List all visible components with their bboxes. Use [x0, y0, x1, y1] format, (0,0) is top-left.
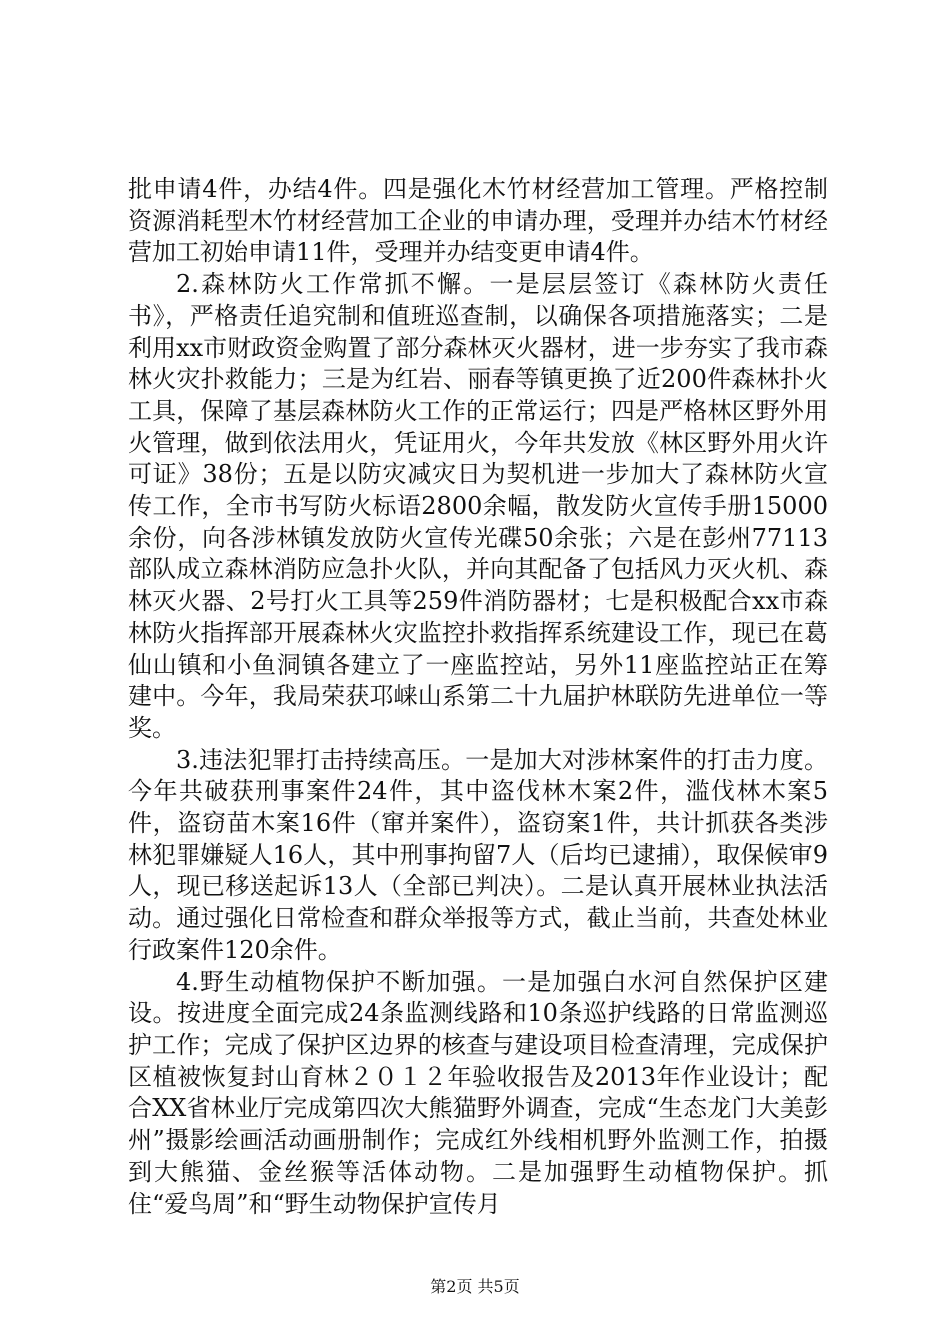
paragraph-law-enforcement: 3.违法犯罪打击持续高压。一是加大对涉林案件的打击力度。今年共破获刑事案件24件，其中盗伐林木案2件，滥伐林木案5件，盗窃苗木案16件（窜并案件），盗窃案1件，共计抓获各类涉林犯罪嫌疑人16人，其中刑事拘留7人（后均已逮捕），取保候审9人，现已移送起诉13人（全部已判决）。二是认真开展林业执法活动。通过强化日常检查和群众举报等方式，截止当前，共查处林业行政案件120余件。	[128, 745, 828, 964]
paragraph-forest-fire-prevention: 2.森林防火工作常抓不懈。一是层层签订《森林防火责任书》，严格责任追究制和值班巡查制，以确保各项措施落实；二是利用xx市财政资金购置了部分森林灭火器材，进一步夯实了我市森林火灾扑救能力；三是为红岩、丽春等镇更换了近200件森林扑火工具，保障了基层森林防火工作的正常运行；四是严格林区野外用火管理，做到依法用火，凭证用火，今年共发放《林区野外用火许可证》38份；五是以防灾减灾日为契机进一步加大了森林防火宣传工作，全市书写防火标语2800余幅，散发防火宣传手册15000余份，向各涉林镇发放防火宣传光碟50余张；六是在彭州77113部队成立森林消防应急扑火队，并向其配备了包括风力灭火机、森林灭火器、2号打火工具等259件消防器材；七是积极配合xx市森林防火指挥部开展森林火灾监控扑救指挥系统建设工作，现已在葛仙山镇和小鱼洞镇各建立了一座监控站，另外11座监控站正在筹建中。今年，我局荣获邛崃山系第二十九届护林联防先进单位一等奖。	[128, 270, 828, 742]
document-body	[128, 174, 828, 1220]
paragraph-continuation: 批申请4件，办结4件。四是强化木竹材经营加工管理。严格控制资源消耗型木竹材经营加工企业的申请办理，受理并办结木竹材经营加工初始申请11件，受理并办结变更申请4件。	[128, 175, 828, 267]
paragraph-wildlife-protection: 4.野生动植物保护不断加强。一是加强白水河自然保护区建设。按进度全面完成24条监测线路和10条巡护线路的日常监测巡护工作；完成了保护区边界的核查与建设项目检查清理，完成保护区植被恢复封山育林２０１２年验收报告及2013年作业设计；配合XX省林业厅完成第四次大熊猫野外调查，完成“生态龙门大美彭州”摄影绘画活动画册制作；完成红外线相机野外监测工作，拍摄到大熊猫、金丝猴等活体动物。二是加强野生动植物保护。抓住“爱鸟周”和“野生动物保护宣传月	[128, 967, 828, 1218]
page-number-footer: 第2页 共5页	[430, 1277, 520, 1296]
